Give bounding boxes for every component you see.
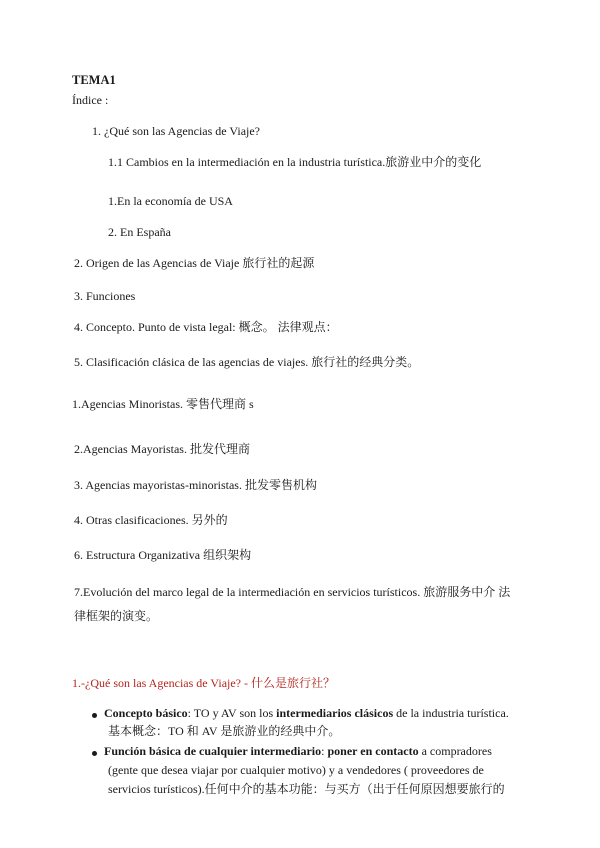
bullet-marker	[92, 751, 97, 756]
toc-item[interactable]: 7.Evolución del marco legal de la intermediación en servicios turísticos. 旅游服务中介 法	[74, 585, 511, 599]
bullet-text: de la industria turística.	[393, 706, 509, 720]
toc-item[interactable]: 1. ¿Qué son las Agencias de Viaje?	[92, 124, 261, 138]
toc-item-continuation: 律框架的演变。	[74, 609, 159, 623]
bullet-line: servicios turísticos).任何中介的基本功能：与买方（出于任何原因想要旅行的	[108, 782, 505, 796]
toc-item[interactable]: 2. Origen de las Agencias de Viaje 旅行社的起源	[74, 256, 315, 270]
toc-item[interactable]: 4. Concepto. Punto de vista legal: 概念。 法律观点：	[74, 320, 338, 334]
bullet-text: :	[321, 744, 328, 758]
bullet-line: (gente que desea viajar por cualquier motivo) y a vendedores ( proveedores de	[108, 763, 484, 777]
bullet-text: : TO y AV son los	[187, 706, 277, 720]
bullet-bold-term: poner en contacto	[327, 744, 419, 758]
bullet-bold-lead: Función básica de cualquier intermediario	[104, 744, 322, 758]
bullet-text: a compradores	[418, 744, 492, 758]
section-heading: 1.-¿Qué son las Agencias de Viaje? - 什么是旅行社？	[72, 676, 335, 690]
toc-item[interactable]: 3. Funciones	[74, 289, 136, 303]
toc-item[interactable]: 1.1 Cambios en la intermediación en la industria turística.旅游业中介的变化	[108, 155, 482, 169]
bullet-line: 基本概念：TO 和 AV 是旅游业的经典中介。	[108, 724, 341, 738]
bullet-bold-lead: Concepto básico	[104, 706, 188, 720]
toc-item[interactable]: 1.Agencias Minoristas. 零售代理商 s	[72, 397, 254, 411]
toc-item[interactable]: 5. Clasificación clásica de las agencias de viajes. 旅行社的经典分类。	[74, 355, 420, 369]
toc-item[interactable]: 1.En la economía de USA	[108, 194, 233, 208]
bullet-bold-term: intermediarios clásicos	[276, 706, 394, 720]
toc-item[interactable]: 2.Agencias Mayoristas. 批发代理商	[74, 442, 250, 456]
toc-item[interactable]: 4. Otras clasificaciones. 另外的	[74, 513, 228, 527]
toc-item[interactable]: 2. En España	[108, 225, 171, 239]
bullet-line	[104, 706, 509, 721]
toc-item[interactable]: 3. Agencias mayoristas-minoristas. 批发零售机构	[74, 478, 317, 492]
bullet-line	[104, 744, 492, 759]
doc-title: TEMA1	[72, 73, 116, 87]
index-label: Índice :	[72, 93, 109, 107]
toc-item[interactable]: 6. Estructura Organizativa 组织架构	[74, 548, 252, 562]
bullet-marker	[92, 713, 97, 718]
